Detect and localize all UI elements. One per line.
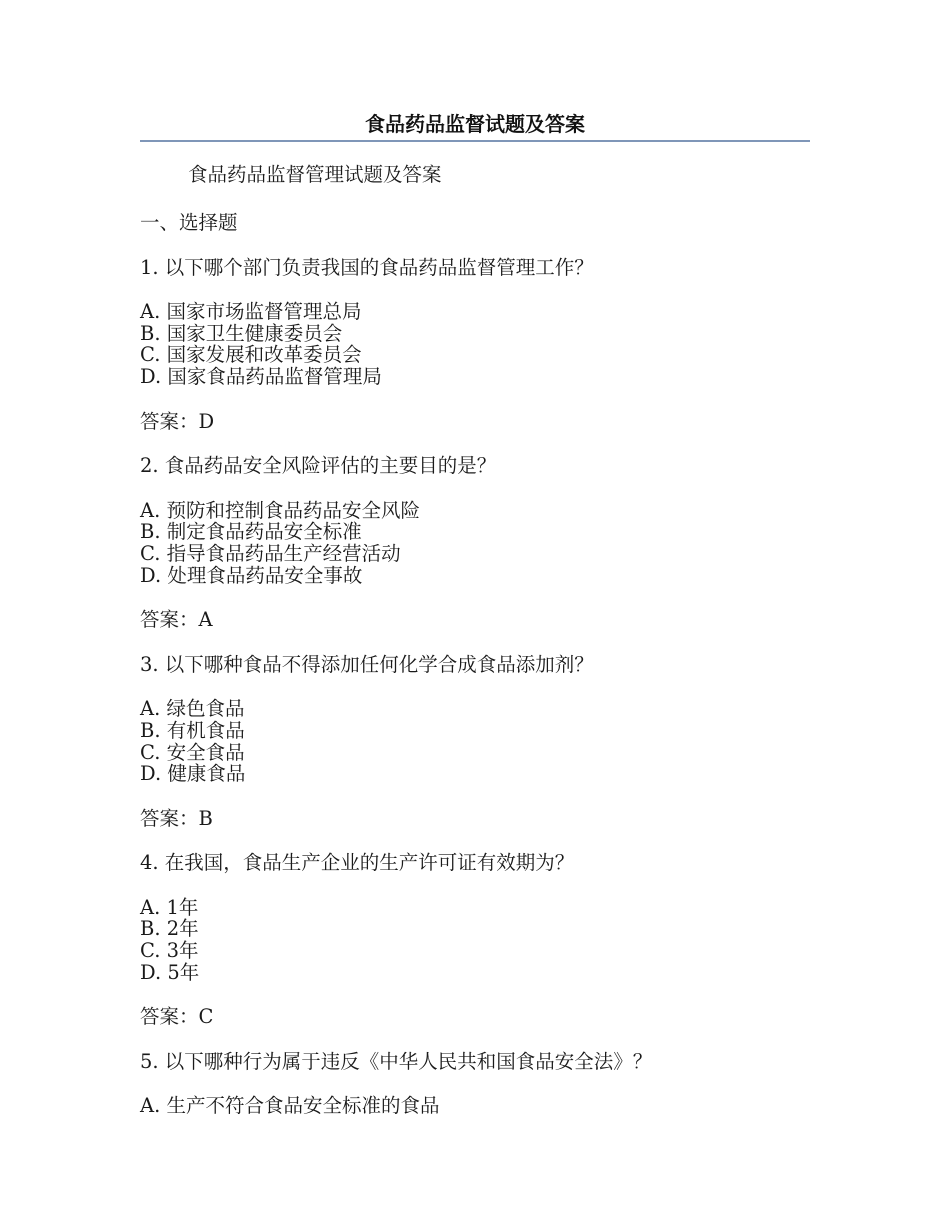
option-c: C. 国家发展和改革委员会	[140, 343, 362, 367]
question-stem: 5. 以下哪种行为属于违反《中华人民共和国食品安全法》？	[140, 1049, 653, 1073]
option-a: A. 预防和控制食品药品安全风险	[140, 498, 420, 522]
option-a: A. 绿色食品	[140, 697, 245, 721]
question-block	[140, 1051, 810, 1117]
question-stem: 4. 在我国，食品生产企业的生产许可证有效期为？	[140, 851, 575, 875]
option-a: A. 生产不符合食品安全标准的食品	[140, 1094, 440, 1118]
option-b: B. 2年	[140, 917, 199, 941]
option-a: A. 1年	[140, 895, 199, 919]
question-stem: 3. 以下哪种食品不得添加任何化学合成食品添加剂？	[140, 652, 594, 676]
question-block	[140, 852, 810, 1051]
document-title: 食品药品监督试题及答案	[365, 112, 585, 136]
option-b: B. 制定食品药品安全标准	[140, 520, 362, 544]
option-b: B. 国家卫生健康委员会	[140, 321, 343, 345]
answer-line: 答案：A	[140, 608, 213, 632]
option-a: A. 国家市场监督管理总局	[140, 300, 362, 324]
answer-line: 答案：B	[140, 806, 213, 830]
answer-line: 答案：C	[140, 1005, 214, 1029]
question-stem: 1. 以下哪个部门负责我国的食品药品监督管理工作？	[140, 255, 594, 279]
answer-line: 答案：D	[140, 409, 215, 433]
option-d: D. 处理食品药品安全事故	[140, 563, 363, 587]
option-d: D. 健康食品	[140, 762, 246, 786]
question-stem: 2. 食品药品安全风险评估的主要目的是？	[140, 454, 497, 478]
question-block	[140, 654, 810, 853]
option-c: C. 指导食品药品生产经营活动	[140, 541, 401, 565]
option-b: B. 有机食品	[140, 718, 245, 742]
section-heading: 一、选择题	[140, 211, 238, 234]
option-c: C. 3年	[140, 939, 199, 963]
document-subtitle: 食品药品监督管理试题及答案	[188, 163, 442, 186]
title-underline	[140, 140, 810, 142]
option-d: D. 5年	[140, 960, 200, 984]
question-block	[140, 257, 810, 456]
question-block	[140, 455, 810, 654]
document-body	[140, 160, 810, 1117]
option-d: D. 国家食品药品监督管理局	[140, 364, 382, 388]
option-c: C. 安全食品	[140, 740, 245, 764]
